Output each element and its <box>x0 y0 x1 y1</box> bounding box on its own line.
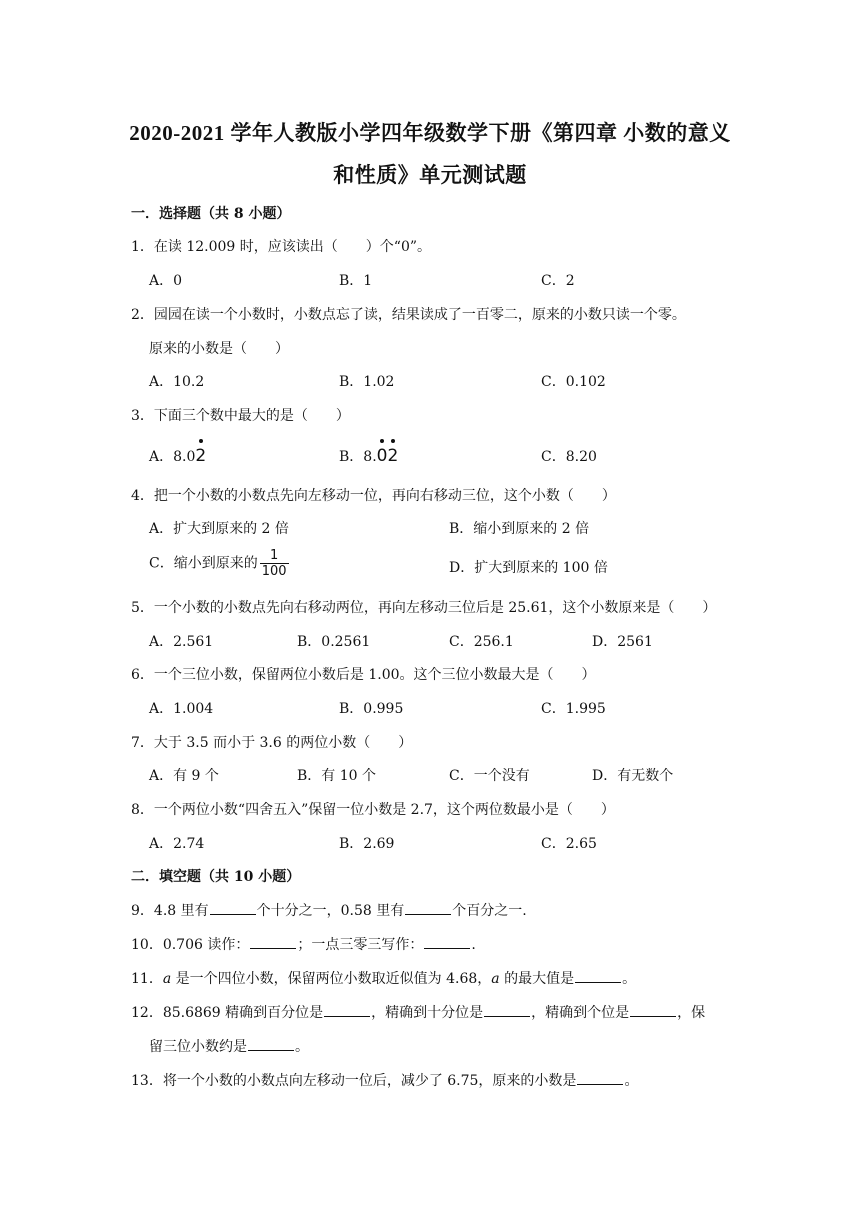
question-12-line2 <box>149 1036 309 1056</box>
question-1: 1．在读 12.009 时，应该读出（ ）个“0”。 <box>131 239 432 255</box>
fraction <box>260 548 289 579</box>
q13-text-2: 。 <box>624 1073 639 1089</box>
q12-text-2: ，精确到十分位是 <box>371 1005 484 1021</box>
q11-variable: a <box>491 971 500 987</box>
q1-option-b: B．1 <box>339 273 373 289</box>
question-9 <box>131 900 527 920</box>
q4-option-c-prefix: C．缩小到原来的 <box>149 555 258 572</box>
q11-variable: a <box>162 971 172 987</box>
repeating-digit <box>387 446 398 466</box>
answer-blank[interactable] <box>424 934 470 949</box>
section-heading-choice: 一．选择题（共 8 小题） <box>131 206 291 222</box>
question-6: 6．一个三位小数，保留两位小数后是 1.00。这个三位小数最大是（ ） <box>131 667 596 683</box>
repeating-digit <box>195 446 206 466</box>
section-heading-fill: 二．填空题（共 10 小题） <box>131 869 301 885</box>
document-title-line1: 2020-2021 学年人教版小学四年级数学下册《第四章 小数的意义 <box>129 121 731 145</box>
answer-blank[interactable] <box>210 900 256 915</box>
q3-option-a-prefix: A．8.0 <box>149 449 196 465</box>
q6-option-c: C．1.995 <box>541 701 606 717</box>
q9-text-3: 个百分之一. <box>452 903 527 919</box>
fraction-denominator: 100 <box>261 564 287 579</box>
q11-text-1: 11． <box>131 971 163 987</box>
question-3: 3．下面三个数中最大的是（ ） <box>131 408 350 424</box>
document-title-line2: 和性质》单元测试题 <box>333 163 527 187</box>
repeat-dot <box>380 439 384 443</box>
q2-option-c: C．0.102 <box>541 374 606 390</box>
question-10 <box>131 934 476 954</box>
q6-option-b: B．0.995 <box>339 701 404 717</box>
q12-text-1: 12．85.6869 精确到百分位是 <box>131 1005 324 1021</box>
q7-option-d: D．有无数个 <box>592 768 674 784</box>
q12-text-6: 。 <box>295 1039 309 1055</box>
q11-text-2: 是一个四位小数，保留两位小数取近似值为 4.68， <box>171 971 492 987</box>
q2-option-a: A．10.2 <box>149 374 205 390</box>
repeating-digit <box>377 446 388 466</box>
q4-option-d: D．扩大到原来的 100 倍 <box>449 560 608 576</box>
q7-option-a: A．有 9 个 <box>149 768 219 784</box>
question-2-line2: 原来的小数是（ ） <box>149 341 289 357</box>
q9-text-2: 个十分之一，0.58 里有 <box>256 903 405 919</box>
q10-text-3: . <box>471 937 476 953</box>
q8-option-a: A．2.74 <box>149 836 205 852</box>
answer-blank[interactable] <box>405 900 451 915</box>
q5-option-d: D．2561 <box>592 634 653 650</box>
q7-option-b: B．有 10 个 <box>297 768 377 784</box>
q8-option-c: C．2.65 <box>541 836 597 852</box>
q12-text-3: ，精确到个位是 <box>531 1005 630 1021</box>
answer-blank[interactable] <box>250 934 296 949</box>
question-12-line1 <box>131 1002 705 1022</box>
q3-option-a <box>149 446 206 466</box>
q10-text-2: ；一点三零三写作： <box>297 937 424 953</box>
q4-option-b: B．缩小到原来的 2 倍 <box>449 521 590 537</box>
repeat-dot <box>391 439 395 443</box>
answer-blank[interactable] <box>484 1002 530 1017</box>
repeating-digit-value: 0 <box>376 446 388 466</box>
q4-option-c <box>149 548 289 579</box>
question-7: 7．大于 3.5 而小于 3.6 的两位小数（ ） <box>131 735 413 751</box>
q13-text-1: 13．将一个小数的小数点向左移动一位后，减少了 6.75，原来的小数是 <box>131 1073 577 1089</box>
q9-text-1: 9．4.8 里有 <box>131 903 209 919</box>
repeat-dot <box>199 439 203 443</box>
fraction-numerator: 1 <box>269 548 279 563</box>
question-2-line1: 2．园园在读一个小数时，小数点忘了读，结果读成了一百零二，原来的小数只读一个零。 <box>131 307 686 323</box>
q4-option-a: A．扩大到原来的 2 倍 <box>149 521 289 537</box>
q11-text-4: 。 <box>622 971 637 987</box>
q5-option-a: A．2.561 <box>149 634 214 650</box>
q6-option-a: A．1.004 <box>149 701 214 717</box>
answer-blank[interactable] <box>324 1002 370 1017</box>
repeating-digit-value: 2 <box>195 446 207 466</box>
q10-text-1: 10．0.706 读作： <box>131 937 250 953</box>
q12-text-4: ，保 <box>677 1005 706 1021</box>
q5-option-b: B．0.2561 <box>297 634 371 650</box>
q5-option-c: C．256.1 <box>449 634 514 650</box>
q3-option-c: C．8.20 <box>541 449 597 465</box>
q1-option-c: C．2 <box>541 273 575 289</box>
q1-option-a: A．0 <box>149 273 183 289</box>
answer-blank[interactable] <box>248 1036 294 1051</box>
question-11 <box>131 968 636 988</box>
answer-blank[interactable] <box>630 1002 676 1017</box>
question-8: 8．一个两位小数“四舍五入”保留一位小数是 2.7，这个两位数最小是（ ） <box>131 802 615 818</box>
q7-option-c: C．一个没有 <box>449 768 530 784</box>
q8-option-b: B．2.69 <box>339 836 395 852</box>
question-5: 5．一个小数的小数点先向右移动两位，再向左移动三位后是 25.61，这个小数原来是（ ） <box>131 600 717 616</box>
question-13 <box>131 1070 638 1090</box>
answer-blank[interactable] <box>575 968 621 983</box>
answer-blank[interactable] <box>577 1070 623 1085</box>
q3-option-b <box>339 446 398 466</box>
q12-text-5: 留三位小数约是 <box>149 1039 247 1055</box>
q11-text-3: 的最大值是 <box>499 971 575 987</box>
q2-option-b: B．1.02 <box>339 374 395 390</box>
q3-option-b-prefix: B．8. <box>339 449 377 465</box>
repeating-digit-value: 2 <box>387 446 399 466</box>
question-4: 4．把一个小数的小数点先向左移动一位，再向右移动三位，这个小数（ ） <box>131 488 616 504</box>
